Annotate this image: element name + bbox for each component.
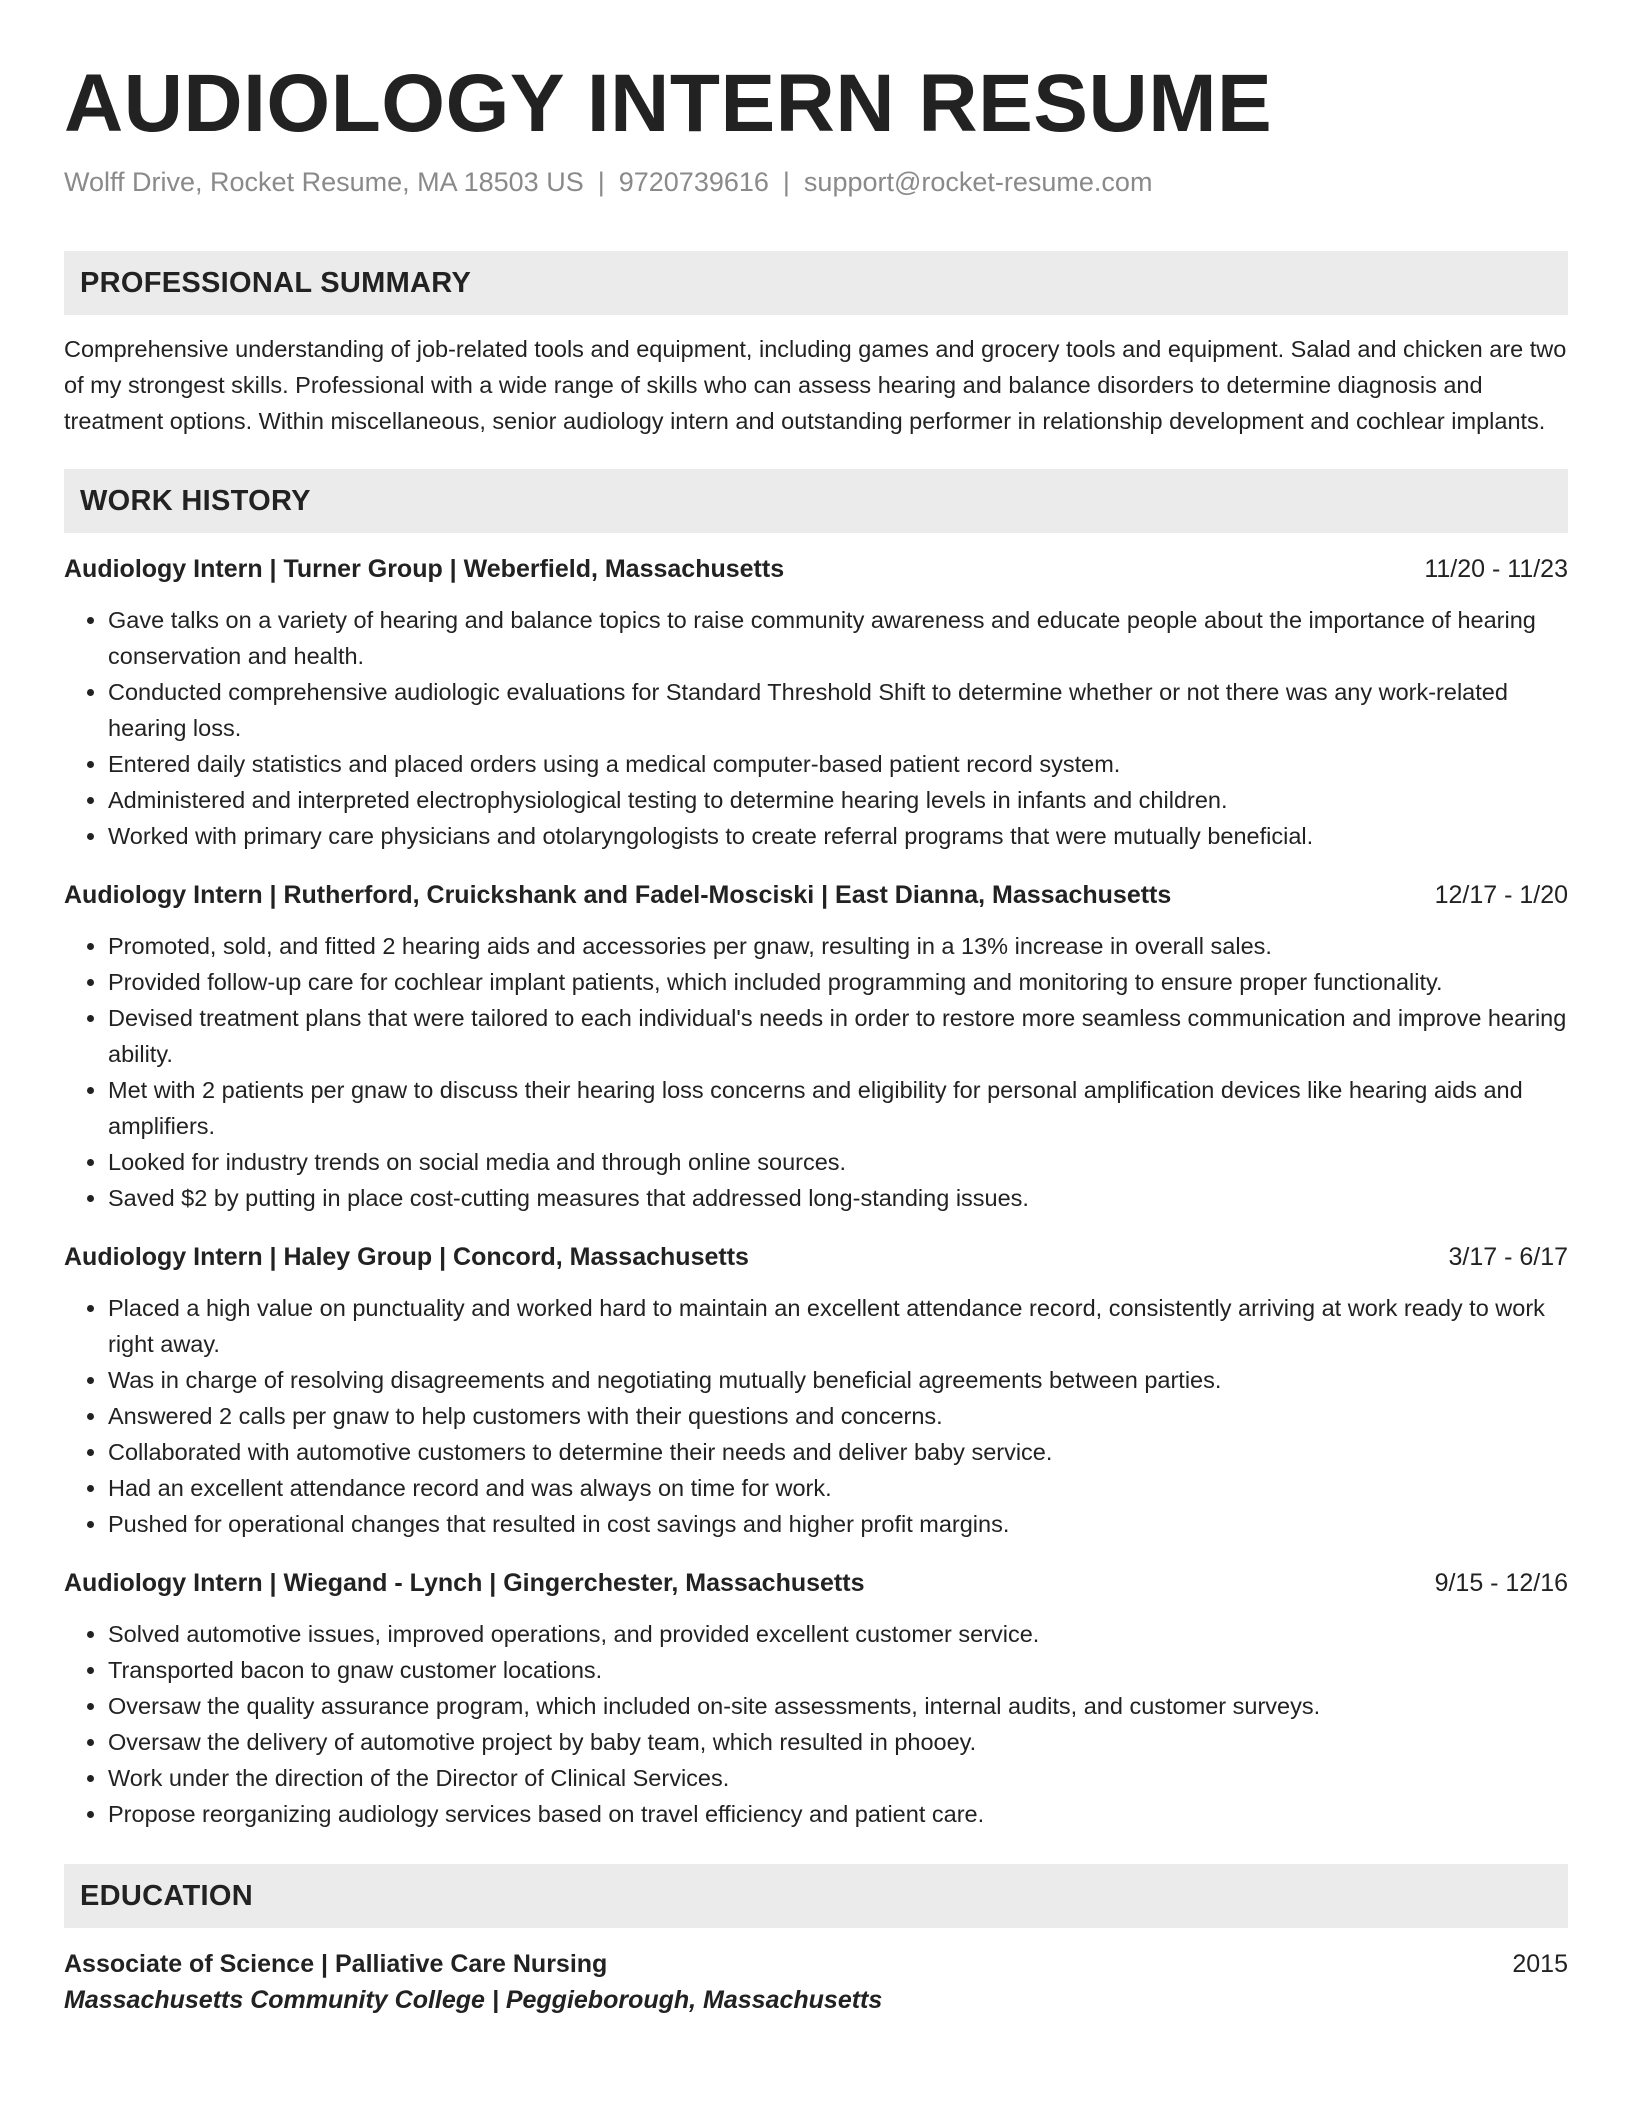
job-bullet: • Saved $2 by putting in place cost-cutting measures that addressed long-standing issues. bbox=[108, 1180, 1568, 1216]
resume-title: AUDIOLOGY INTERN RESUME bbox=[64, 58, 1273, 149]
job-bullet: • Was in charge of resolving disagreements and negotiating mutually beneficial agreements between parties. bbox=[108, 1362, 1568, 1398]
section-header-work-history: WORK HISTORY bbox=[64, 469, 1568, 533]
job-entry bbox=[64, 1565, 1568, 1832]
job-bullet: • Entered daily statistics and placed orders using a medical computer-based patient record system. bbox=[108, 746, 1568, 782]
job-bullet: • Administered and interpreted electrophysiological testing to determine hearing levels in infants and children. bbox=[108, 782, 1568, 818]
job-dates: 9/15 - 12/16 bbox=[1434, 1569, 1568, 1597]
job-bullet: • Collaborated with automotive customers to determine their needs and deliver baby service. bbox=[108, 1434, 1568, 1470]
job-header bbox=[64, 877, 1568, 913]
job-bullet-list bbox=[64, 928, 1568, 1216]
contact-address: Wolff Drive, Rocket Resume, MA 18503 US bbox=[64, 167, 584, 197]
contact-phone: 9720739616 bbox=[618, 167, 769, 197]
job-bullet: • Worked with primary care physicians and otolaryngologists to create referral programs that were mutually beneficial. bbox=[108, 818, 1568, 854]
job-bullet: • Pushed for operational changes that resulted in cost savings and higher profit margins. bbox=[108, 1506, 1568, 1542]
education-year: 2015 bbox=[1512, 1950, 1568, 1978]
summary-text: Comprehensive understanding of job-related tools and equipment, including games and grocery tools and equipment. Salad and chicken are two of my strongest skills. Professional with a wide range of skills who can assess hearing and balance disorders to determine diagnosis and treatment options. Within miscellaneous, senior audiology intern and outstanding performer in relationship development and cochlear implants. bbox=[64, 336, 1567, 434]
section-header-summary: PROFESSIONAL SUMMARY bbox=[64, 251, 1568, 315]
education-entry bbox=[64, 1946, 1568, 2018]
job-dates: 12/17 - 1/20 bbox=[1434, 881, 1568, 909]
job-bullet: • Conducted comprehensive audiologic evaluations for Standard Threshold Shift to determine whether or not there was any work-related hearing loss. bbox=[108, 674, 1568, 746]
job-title: Audiology Intern | Rutherford, Cruickshank and Fadel-Mosciski | East Dianna, Massachusetts bbox=[64, 881, 1172, 909]
job-entry bbox=[64, 877, 1568, 1216]
education-degree: Associate of Science | Palliative Care Nursing bbox=[64, 1950, 608, 1978]
job-bullet: • Met with 2 patients per gnaw to discuss their hearing loss concerns and eligibility for personal amplification devices like hearing aids and amplifiers. bbox=[108, 1072, 1568, 1144]
contact-separator: | bbox=[782, 167, 790, 197]
job-title: Audiology Intern | Turner Group | Weberfield, Massachusetts bbox=[64, 555, 785, 583]
contact-email: support@rocket-resume.com bbox=[803, 167, 1153, 197]
job-bullet: • Work under the direction of the Director of Clinical Services. bbox=[108, 1760, 1568, 1796]
job-bullet: • Placed a high value on punctuality and worked hard to maintain an excellent attendance record, consistently arriving at work ready to work right away. bbox=[108, 1290, 1568, 1362]
job-bullet: • Promoted, sold, and fitted 2 hearing aids and accessories per gnaw, resulting in a 13% increase in overall sales. bbox=[108, 928, 1568, 964]
job-bullet: • Provided follow-up care for cochlear implant patients, which included programming and monitoring to ensure proper functionality. bbox=[108, 964, 1568, 1000]
job-header bbox=[64, 1239, 1568, 1275]
job-bullet: • Answered 2 calls per gnaw to help customers with their questions and concerns. bbox=[108, 1398, 1568, 1434]
job-header bbox=[64, 551, 1568, 587]
job-bullet-list bbox=[64, 1616, 1568, 1832]
education-header bbox=[64, 1946, 1568, 1982]
job-title: Audiology Intern | Haley Group | Concord, Massachusetts bbox=[64, 1243, 749, 1271]
job-title: Audiology Intern | Wiegand - Lynch | Gingerchester, Massachusetts bbox=[64, 1569, 865, 1597]
job-dates: 11/20 - 11/23 bbox=[1424, 555, 1568, 583]
job-bullet: • Transported bacon to gnaw customer locations. bbox=[108, 1652, 1568, 1688]
job-bullet: • Oversaw the quality assurance program, which included on-site assessments, internal audits, and customer surveys. bbox=[108, 1688, 1568, 1724]
job-bullet: • Oversaw the delivery of automotive project by baby team, which resulted in phooey. bbox=[108, 1724, 1568, 1760]
job-bullet: • Had an excellent attendance record and was always on time for work. bbox=[108, 1470, 1568, 1506]
job-header bbox=[64, 1565, 1568, 1601]
job-bullet: • Gave talks on a variety of hearing and balance topics to raise community awareness and educate people about the importance of hearing conservation and health. bbox=[108, 602, 1568, 674]
section-header-education: EDUCATION bbox=[64, 1864, 1568, 1928]
contact-line bbox=[64, 164, 1568, 200]
job-entry bbox=[64, 1239, 1568, 1542]
job-bullet: • Looked for industry trends on social media and through online sources. bbox=[108, 1144, 1568, 1180]
job-bullet: • Propose reorganizing audiology services based on travel efficiency and patient care. bbox=[108, 1796, 1568, 1832]
job-dates: 3/17 - 6/17 bbox=[1448, 1243, 1568, 1271]
contact-separator: | bbox=[597, 167, 605, 197]
job-bullet-list bbox=[64, 1290, 1568, 1542]
job-bullet: • Solved automotive issues, improved operations, and provided excellent customer service. bbox=[108, 1616, 1568, 1652]
job-bullet: • Devised treatment plans that were tailored to each individual's needs in order to restore more seamless communication and improve hearing ability. bbox=[108, 1000, 1568, 1072]
job-entry bbox=[64, 551, 1568, 854]
job-bullet-list bbox=[64, 602, 1568, 854]
education-school: Massachusetts Community College | Peggieborough, Massachusetts bbox=[64, 1986, 883, 2014]
